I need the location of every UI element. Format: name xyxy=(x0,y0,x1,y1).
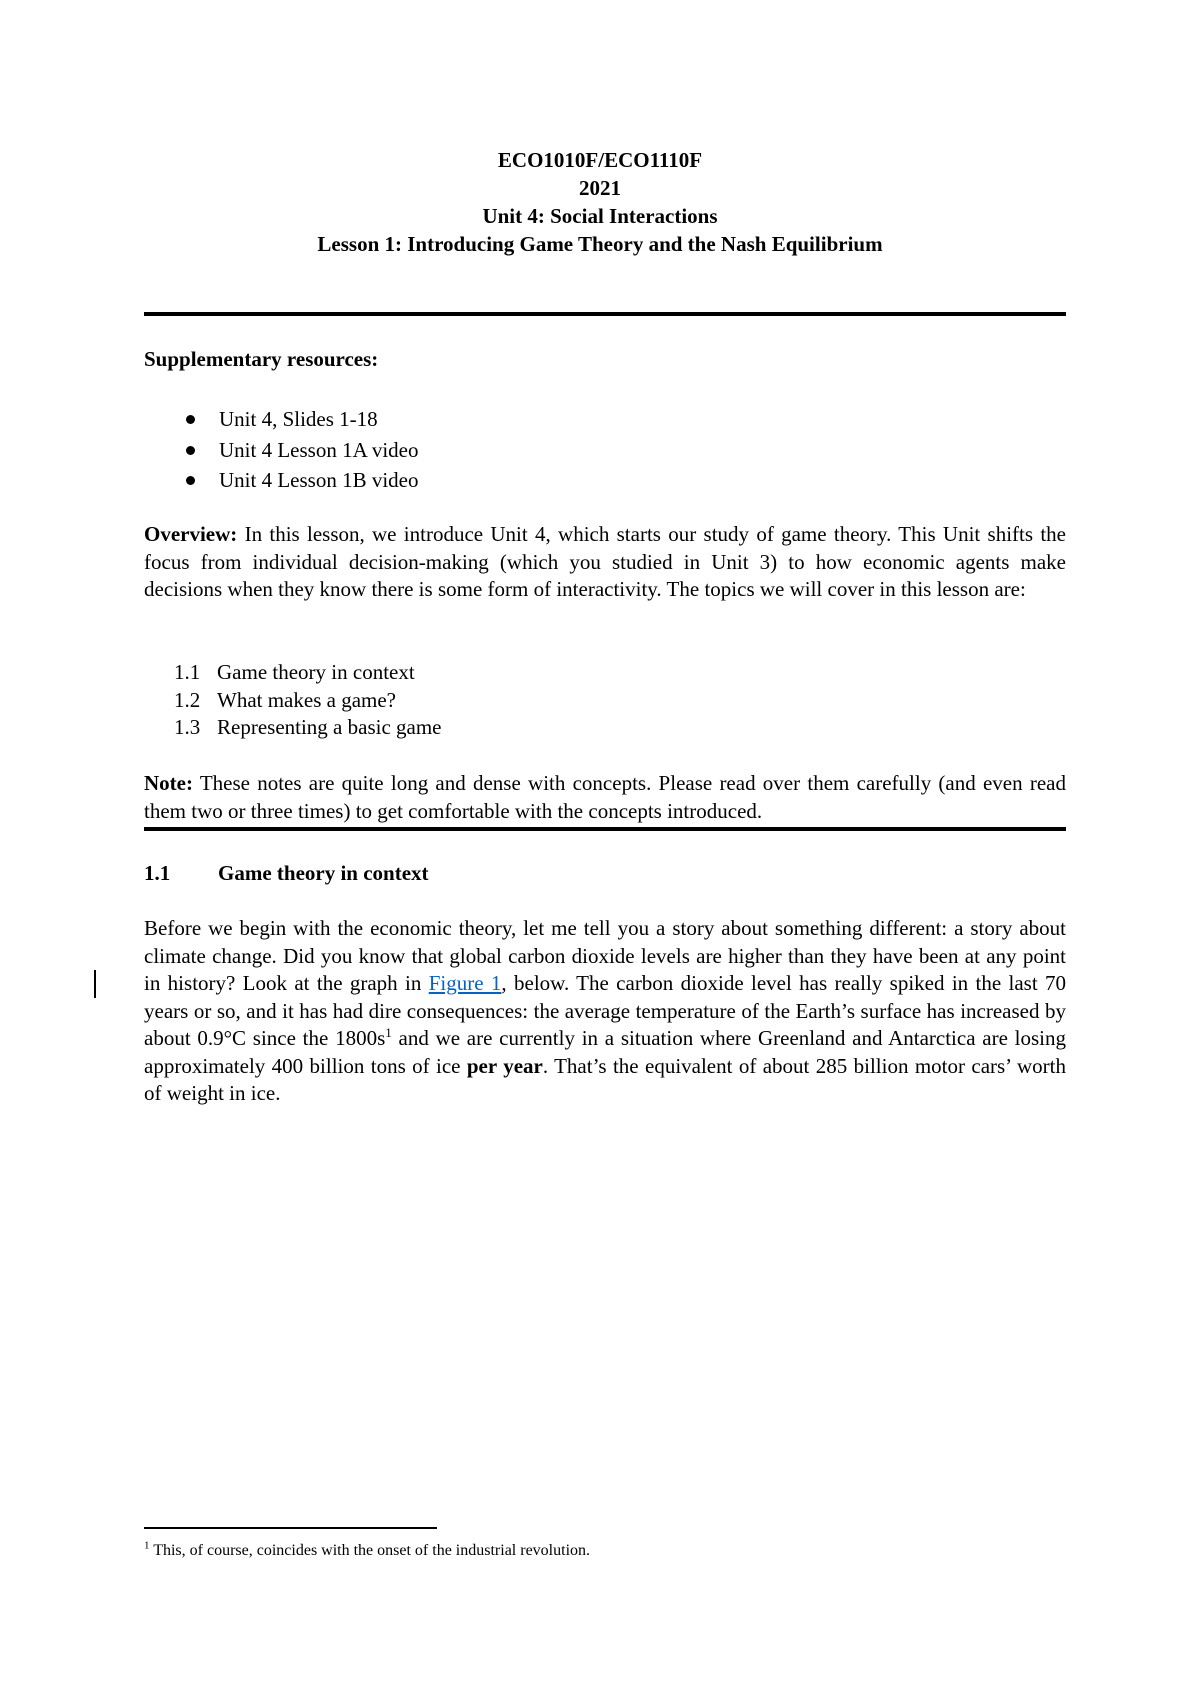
topic-item xyxy=(174,714,442,742)
topics-list xyxy=(174,659,442,742)
course-year: 2021 xyxy=(579,176,621,200)
body-bold-text: per year xyxy=(466,1053,543,1078)
footnote xyxy=(144,1540,590,1562)
list-item-label: Unit 4 Lesson 1B video xyxy=(219,468,419,492)
note-label: Note: xyxy=(144,771,193,795)
unit-title: Unit 4: Social Interactions xyxy=(482,204,718,228)
text-cursor xyxy=(94,970,96,998)
intro-divider xyxy=(144,827,1066,831)
bullet-icon xyxy=(186,415,195,424)
footnote-text: This, of course, coincides with the onset of the industrial revolution. xyxy=(149,1542,591,1559)
topic-number: 1.3 xyxy=(174,715,201,739)
lesson-title: Lesson 1: Introducing Game Theory and the Nash Equilibrium xyxy=(317,232,883,256)
body-paragraph xyxy=(144,915,1066,1108)
list-item-label: Unit 4, Slides 1-18 xyxy=(219,407,378,431)
supplementary-list xyxy=(144,404,419,496)
list-item xyxy=(144,465,419,496)
bullet-icon xyxy=(186,446,195,455)
section-title: Game theory in context xyxy=(218,861,429,885)
topic-item xyxy=(174,687,442,715)
list-item-label: Unit 4 Lesson 1A video xyxy=(219,437,419,462)
list-item xyxy=(144,435,419,466)
footnote-separator xyxy=(144,1527,437,1529)
body-text-1: Before we begin with the economic theory, let me tell you a story about something different: a story about climate change. Did you know that global carbon dioxide levels are higher than they have been at any point in history? Look at the graph in xyxy=(144,916,1066,995)
course-code: ECO1010F/ECO1110F xyxy=(497,148,703,172)
footnote-reference[interactable]: 1 xyxy=(385,1025,392,1040)
topic-label: Representing a basic game xyxy=(217,715,442,739)
topic-label: Game theory in context xyxy=(217,660,415,684)
list-item xyxy=(144,404,419,435)
body-text-3: and we are currently in a situation where Greenland and Antarctica are losing approximately 400 billion tons of ice xyxy=(144,1026,1066,1078)
overview-paragraph xyxy=(144,521,1066,604)
supplementary-heading: Supplementary resources: xyxy=(144,347,379,371)
overview-text: In this lesson, we introduce Unit 4, which starts our study of game theory. This Unit shifts the focus from individual decision-making (which you studied in Unit 3) to how economic agents make decisions when they know there is some form of interactivity. The topics we will cover in this lesson are: xyxy=(144,522,1066,601)
topic-number: 1.2 xyxy=(174,687,201,712)
body-text-4: . That’s the equivalent of about 285 billion motor cars’ worth of weight in ice. xyxy=(144,1053,1066,1105)
section-heading xyxy=(144,859,429,887)
bullet-icon xyxy=(186,476,195,485)
document-header xyxy=(0,146,1200,258)
note-text: These notes are quite long and dense with concepts. Please read over them carefully (and even read them two or three times) to get comfortable with the concepts introduced. xyxy=(144,771,1066,823)
figure-1-link[interactable]: Figure 1 xyxy=(428,971,502,995)
body-text-2: , below. The carbon dioxide level has really spiked in the last 70 years or so, and it has had dire consequences: the average temperature of the Earth’s surface has increased by about 0.9°C since the 1800s xyxy=(144,971,1067,1050)
header-divider xyxy=(144,312,1066,316)
note-paragraph xyxy=(144,770,1066,825)
overview-label: Overview: xyxy=(144,522,238,546)
section-number: 1.1 xyxy=(144,861,171,885)
topic-item xyxy=(174,659,442,687)
topic-label: What makes a game? xyxy=(217,687,396,712)
topic-number: 1.1 xyxy=(174,660,201,684)
footnote-mark: 1 xyxy=(144,1539,150,1552)
